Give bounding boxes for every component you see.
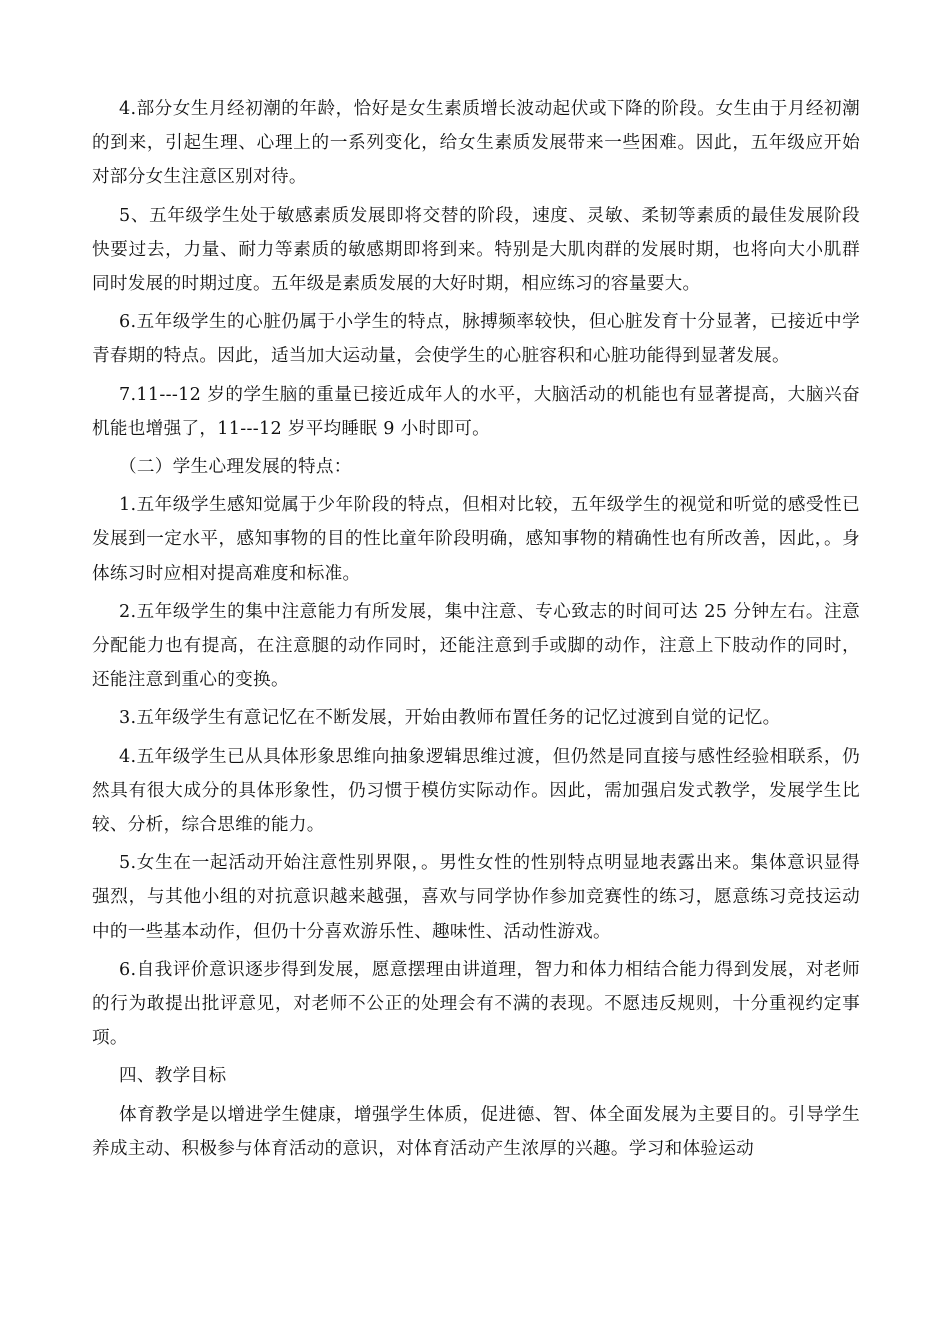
section-heading-teaching-goals: 四、教学目标	[119, 1066, 227, 1087]
paragraph-thinking: 4.五年级学生已从具体形象思维向抽象逻辑思维过渡，但仍然是同直接与感性经验相联系，仍然具有很大成分的具体形象性，仍习惯于模仿实际动作。因此，需加强启发式教学，发展学生比较、分析，综合思维的能力。	[92, 746, 860, 836]
paragraph-female-menarche: 4.部分女生月经初潮的年龄，恰好是女生素质增长波动起伏或下降的阶段。女生由于月经初潮的到来，引起生理、心理上的一系列变化，给女生素质发展带来一些困难。因此，五年级应开始对部分女生注意区别对待。	[92, 99, 860, 188]
paragraph-attention: 2.五年级学生的集中注意能力有所发展，集中注意、专心致志的时间可达 25 分钟左右。注意分配能力也有提高，在注意腿的动作同时，还能注意到手或脚的动作，注意上下肢动作的同时，还能注意到重心的变换。	[92, 601, 860, 691]
paragraph-heart: 6.五年级学生的心脏仍属于小学生的特点，脉搏频率较快，但心脏发育十分显著，已接近中学青春期的特点。因此，适当加大运动量，会使学生的心脏容积和心脏功能得到显著发展。	[92, 312, 860, 367]
paragraph-memory: 3.五年级学生有意记忆在不断发展，开始由教师布置任务的记忆过渡到自觉的记忆。	[119, 708, 781, 729]
paragraph-sensitive-period: 5、五年级学生处于敏感素质发展即将交替的阶段，速度、灵敏、柔韧等素质的最佳发展阶段快要过去，力量、耐力等素质的敏感期即将到来。特别是大肌肉群的发展时期，也将向大小肌群同时发展的时期过度。五年级是素质发展的大好时期，相应练习的容量要大。	[92, 205, 860, 295]
paragraph-brain: 7.11---12 岁的学生脑的重量已接近成年人的水平，大脑活动的机能也有显著提高，大脑兴奋机能也增强了，11---12 岁平均睡眠 9 小时即可。	[92, 384, 860, 439]
paragraph-gender: 5.女生在一起活动开始注意性别界限，。男性女性的性别特点明显地表露出来。集体意识显得强烈，与其他小组的对抗意识越来越强，喜欢与同学协作参加竞赛性的练习，愿意练习竞技运动中的一些基本动作，但仍十分喜欢游乐性、趣味性、活动性游戏。	[92, 853, 860, 942]
paragraph-self-evaluation: 6.自我评价意识逐步得到发展，愿意摆理由讲道理，智力和体力相结合能力得到发展，对老师的行为敢提出批评意见，对老师不公正的处理会有不满的表现。不愿违反规则，十分重视约定事项。	[92, 959, 860, 1049]
paragraph-perception: 1.五年级学生感知觉属于少年阶段的特点，但相对比较，五年级学生的视觉和听觉的感受性已发展到一定水平，感知事物的目的性比童年阶段明确，感知事物的精确性也有所改善，因此，。身体练习时应相对提高难度和标准。	[92, 495, 860, 584]
paragraph-teaching-goals: 体育教学是以增进学生健康，增强学生体质，促进德、智、体全面发展为主要目的。引导学生养成主动、积极参与体育活动的意识，对体育活动产生浓厚的兴趣。学习和体验运动	[92, 1104, 860, 1159]
section-heading-psychology: （二）学生心理发展的特点：	[119, 457, 352, 478]
document-page	[92, 92, 860, 1170]
